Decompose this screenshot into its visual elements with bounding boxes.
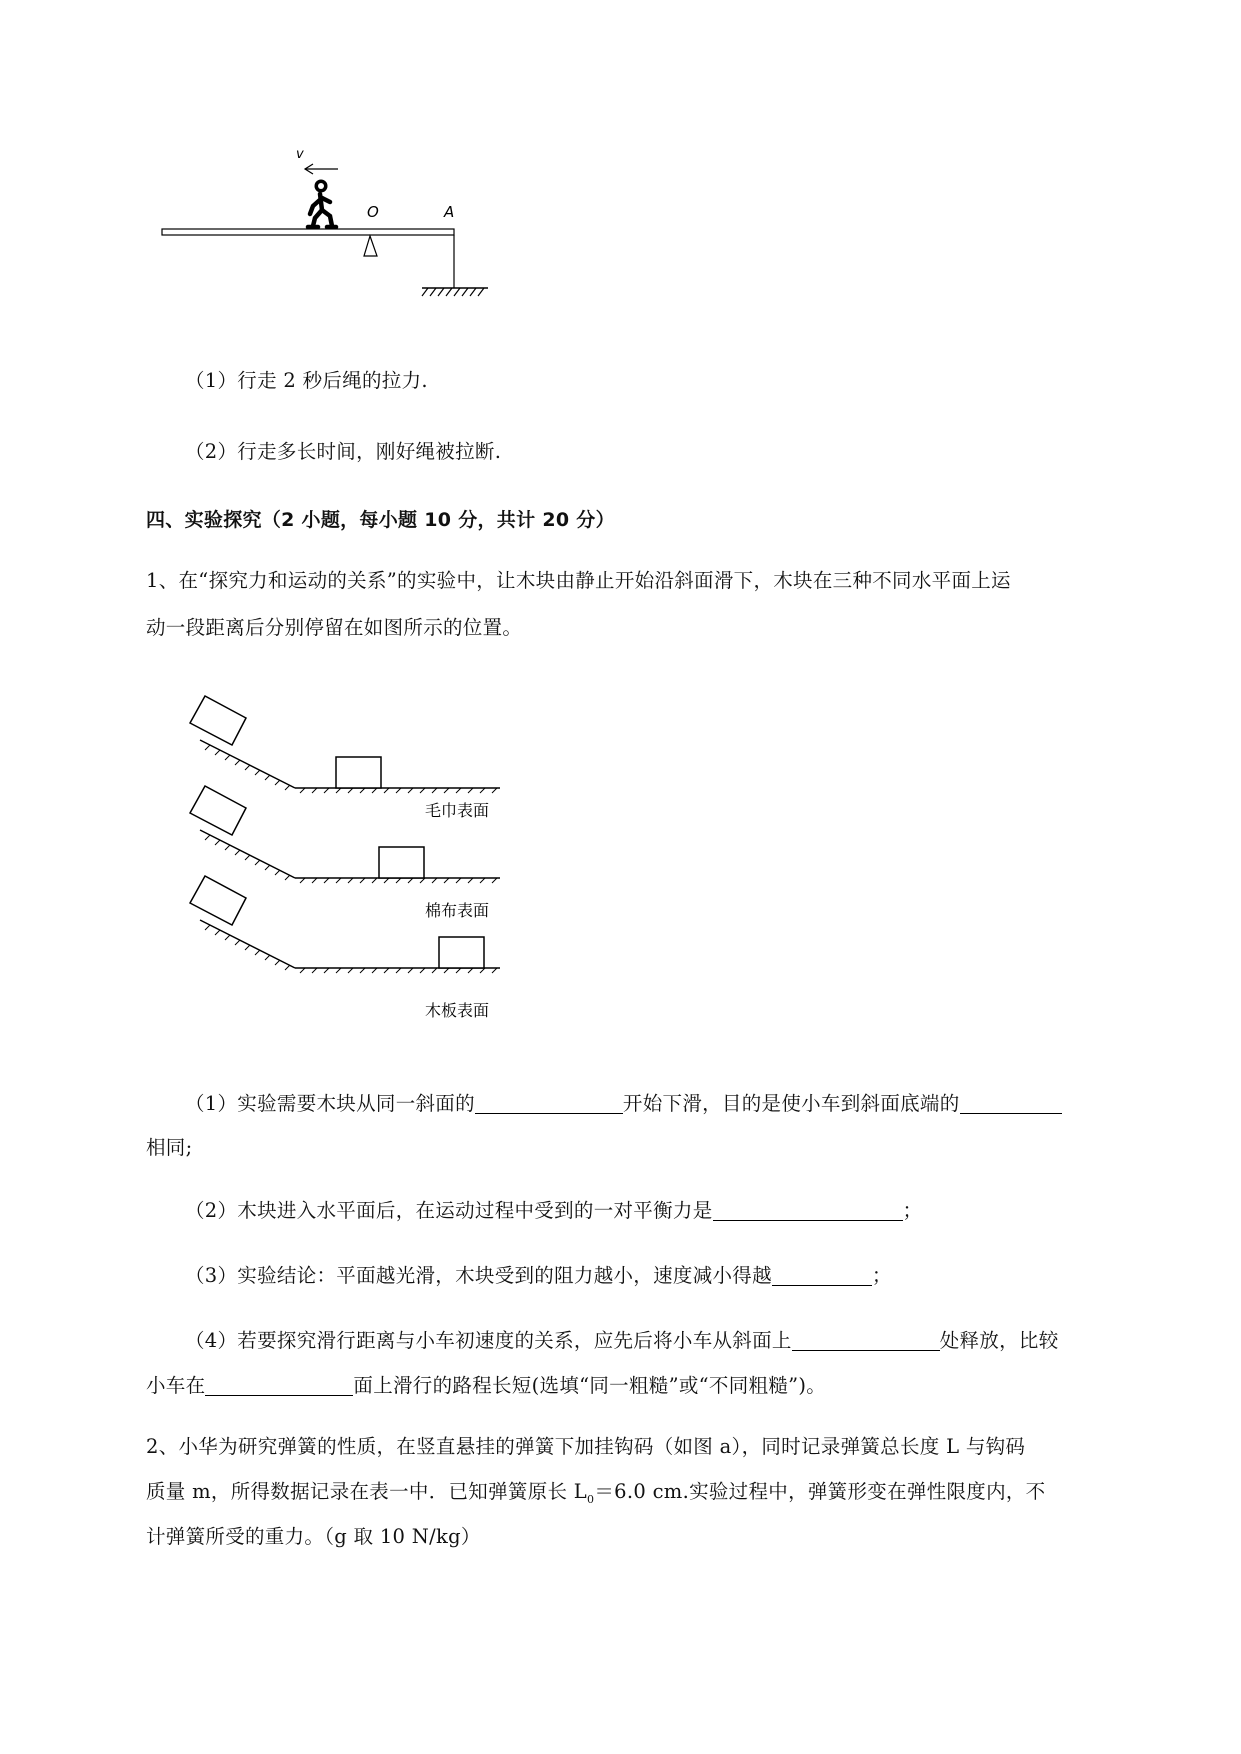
q1-part3: （3）实验结论：平面越光滑，木块受到的阻力越小，速度减小得越 ；: [185, 1264, 892, 1287]
incline-towel: [190, 696, 500, 820]
answer-blank-4[interactable]: [772, 1265, 872, 1286]
q1-part4-line2: 小车在 面上滑行的路程长短(选填“同一粗糙”或“不同粗糙”)。: [146, 1374, 827, 1397]
q1-part2: （2）木块进入水平面后，在运动过程中受到的一对平衡力是 ；: [185, 1199, 923, 1222]
answer-blank-5[interactable]: [792, 1330, 940, 1351]
velocity-label: v: [296, 147, 304, 162]
incline-wood: [190, 876, 500, 1020]
q1-part1-line1: （1）实验需要木块从同一斜面的 开始下滑，目的是使小车到斜面底端的: [185, 1093, 1062, 1114]
answer-blank-6[interactable]: [205, 1375, 353, 1396]
point-o-label: O: [367, 203, 379, 221]
surface-label-wood: 木板表面: [425, 1001, 490, 1020]
surface-label-cotton: 棉布表面: [425, 901, 490, 920]
block-wood: [439, 937, 484, 968]
q2-line3: 计弹簧所受的重力。（g 取 10 N/kg）: [146, 1525, 481, 1548]
answer-blank-2[interactable]: [960, 1093, 1062, 1114]
q3-part-1: （1）行走 2 秒后绳的拉力.: [185, 369, 428, 392]
seesaw-figure: [150, 140, 510, 340]
q1-part4-line1: （4）若要探究滑行距离与小车初速度的关系，应先后将小车从斜面上 处释放，比较: [185, 1329, 1059, 1352]
section-4-heading: 四、实验探究（2 小题，每小题 10 分，共计 20 分）: [146, 509, 615, 531]
answer-blank-3[interactable]: [713, 1200, 903, 1221]
q1-stem-line1: 1、在“探究力和运动的关系”的实验中，让木块由静止开始沿斜面滑下，木块在三种不同水平面上运: [146, 569, 1011, 592]
q2-line2: 质量 m，所得数据记录在表一中．已知弹簧原长 $L_0=6.0$ cm.实验过程中，弹簧形变在弹性限度内，不: [146, 1480, 1046, 1506]
q1-part1-line2: 相同;: [146, 1136, 193, 1159]
point-a-label: A: [444, 203, 455, 221]
block-towel: [336, 757, 381, 788]
block-cotton: [379, 847, 424, 878]
answer-blank-1[interactable]: [475, 1093, 623, 1114]
q2-line1: 2、小华为研究弹簧的性质，在竖直悬挂的弹簧下加挂钩码（如图 a），同时记录弹簧总长度 L 与钩码: [146, 1435, 1026, 1458]
surface-label-towel: 毛巾表面: [425, 801, 490, 820]
fulcrum: [364, 236, 377, 256]
q1-stem-line2: 动一段距离后分别停留在如图所示的位置。: [146, 616, 523, 639]
walking-person-icon: [308, 180, 336, 228]
plank: [162, 229, 454, 235]
q3-part-2: （2）行走多长时间，刚好绳被拉断.: [185, 440, 502, 463]
incline-surfaces-figure: [180, 690, 510, 1030]
